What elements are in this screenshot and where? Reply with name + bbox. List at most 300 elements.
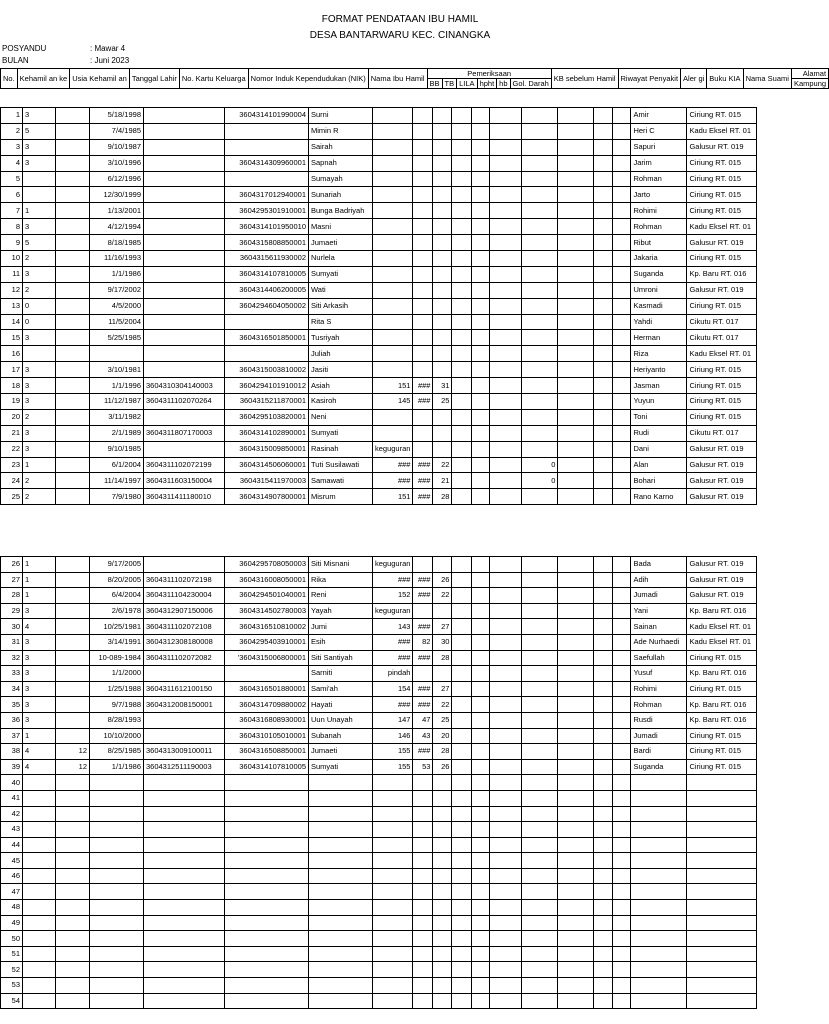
cell-no: 35 <box>1 697 23 713</box>
cell-kk <box>144 330 225 346</box>
cell-nama: Siti Misnani <box>309 557 373 573</box>
bulan-label: BULAN <box>2 56 29 65</box>
cell-bb <box>373 868 413 884</box>
cell-buku-kia <box>613 853 631 869</box>
cell-nik: 3604314107810005 <box>225 266 309 282</box>
cell-lila <box>433 266 452 282</box>
cell-nama-suami: Toni <box>631 409 687 425</box>
cell-kehamilan <box>23 790 56 806</box>
cell-usia <box>56 572 90 588</box>
cell-lila <box>433 993 452 1009</box>
cell-hpht <box>452 853 472 869</box>
cell-nama: Rita S <box>309 314 373 330</box>
table-header <box>0 68 829 89</box>
cell-nama: Siti Santiyah <box>309 650 373 666</box>
cell-tb <box>413 425 433 441</box>
cell-kk: 3604311102072108 <box>144 619 225 635</box>
cell-nik <box>225 790 309 806</box>
cell-nik <box>225 822 309 838</box>
cell-no: 48 <box>1 900 23 916</box>
cell-nik: 3604315411970003 <box>225 473 309 489</box>
cell-nama: Sumyati <box>309 759 373 775</box>
cell-lila <box>433 219 452 235</box>
cell-alergi <box>594 251 613 267</box>
cell-tanggal-lahir <box>90 346 144 362</box>
cell-kk <box>144 868 225 884</box>
cell-riwayat <box>558 962 594 978</box>
cell-kb <box>522 790 558 806</box>
cell-kampung <box>687 853 757 869</box>
cell-hb <box>472 330 490 346</box>
cell-nama: Sumayah <box>309 171 373 187</box>
cell-no: 12 <box>1 282 23 298</box>
cell-bb <box>373 251 413 267</box>
cell-hb <box>472 282 490 298</box>
cell-kampung <box>687 806 757 822</box>
cell-nik: '3604315006800001 <box>225 650 309 666</box>
cell-nama: Tuti Susilawati <box>309 457 373 473</box>
cell-alergi <box>594 853 613 869</box>
cell-nama <box>309 931 373 947</box>
cell-tanggal-lahir: 11/16/1993 <box>90 251 144 267</box>
cell-tanggal-lahir: 7/9/1980 <box>90 489 144 505</box>
cell-nama-suami <box>631 915 687 931</box>
cell-lila <box>433 441 452 457</box>
cell-bb <box>373 946 413 962</box>
cell-lila <box>433 853 452 869</box>
cell-tb: 43 <box>413 728 433 744</box>
cell-bb <box>373 978 413 994</box>
cell-kampung <box>687 946 757 962</box>
cell-hb <box>472 588 490 604</box>
cell-bb: ### <box>373 634 413 650</box>
cell-nik <box>225 931 309 947</box>
cell-kb <box>522 588 558 604</box>
cell-lila <box>433 282 452 298</box>
cell-tb: ### <box>413 457 433 473</box>
cell-kehamilan <box>23 171 56 187</box>
cell-kk <box>144 837 225 853</box>
table-row <box>1 900 757 916</box>
cell-alergi <box>594 108 613 124</box>
cell-no: 51 <box>1 946 23 962</box>
cell-nama-suami <box>631 962 687 978</box>
cell-hpht <box>452 235 472 251</box>
cell-usia <box>56 634 90 650</box>
cell-tb: ### <box>413 650 433 666</box>
cell-nik <box>225 666 309 682</box>
cell-alergi <box>594 139 613 155</box>
table-row <box>1 697 757 713</box>
cell-tanggal-lahir: 4/5/2000 <box>90 298 144 314</box>
cell-gol-darah <box>490 681 522 697</box>
cell-bb: 152 <box>373 588 413 604</box>
cell-kehamilan: 1 <box>23 572 56 588</box>
cell-usia <box>56 171 90 187</box>
cell-no: 13 <box>1 298 23 314</box>
cell-tanggal-lahir: 6/4/2004 <box>90 588 144 604</box>
cell-hb <box>472 457 490 473</box>
cell-kb <box>522 744 558 760</box>
cell-bb: ### <box>373 697 413 713</box>
cell-nama-suami <box>631 900 687 916</box>
cell-nama-suami: Rohimi <box>631 203 687 219</box>
cell-kb <box>522 362 558 378</box>
cell-kb <box>522 314 558 330</box>
cell-tanggal-lahir: 9/17/2002 <box>90 282 144 298</box>
cell-hpht <box>452 266 472 282</box>
cell-hpht <box>452 744 472 760</box>
cell-hb <box>472 790 490 806</box>
cell-hpht <box>452 139 472 155</box>
cell-kampung: Galusur RT. 019 <box>687 489 757 505</box>
cell-hpht <box>452 394 472 410</box>
cell-lila <box>433 837 452 853</box>
cell-kk <box>144 822 225 838</box>
cell-nama: Surni <box>309 108 373 124</box>
cell-buku-kia <box>613 837 631 853</box>
cell-bb <box>373 346 413 362</box>
header-alergi: Aler gi <box>681 69 707 89</box>
cell-nama <box>309 884 373 900</box>
cell-usia <box>56 837 90 853</box>
cell-hb <box>472 572 490 588</box>
cell-kehamilan: 3 <box>23 681 56 697</box>
cell-buku-kia <box>613 203 631 219</box>
cell-hpht <box>452 931 472 947</box>
cell-alergi <box>594 282 613 298</box>
cell-hpht <box>452 884 472 900</box>
cell-lila <box>433 603 452 619</box>
cell-buku-kia <box>613 868 631 884</box>
cell-riwayat <box>558 697 594 713</box>
cell-kampung: Kadu Eksel RT. 01 <box>687 619 757 635</box>
cell-tb <box>413 330 433 346</box>
cell-bb: keguguran <box>373 557 413 573</box>
cell-no: 27 <box>1 572 23 588</box>
cell-no: 4 <box>1 155 23 171</box>
cell-usia <box>56 266 90 282</box>
cell-buku-kia <box>613 822 631 838</box>
header-riwayat: Riwayat Penyakit <box>618 69 681 89</box>
cell-tb <box>413 409 433 425</box>
cell-kampung: Galusur RT. 019 <box>687 282 757 298</box>
cell-tb <box>413 266 433 282</box>
cell-buku-kia <box>613 915 631 931</box>
cell-nama-suami: Jumadi <box>631 588 687 604</box>
cell-hpht <box>452 473 472 489</box>
cell-hb <box>472 187 490 203</box>
cell-nama-suami: Suganda <box>631 266 687 282</box>
cell-nama-suami: Amir <box>631 108 687 124</box>
cell-bb: 145 <box>373 394 413 410</box>
cell-nama <box>309 900 373 916</box>
cell-bb <box>373 409 413 425</box>
cell-alergi <box>594 362 613 378</box>
cell-kampung: Cikutu RT. 017 <box>687 314 757 330</box>
cell-kehamilan: 3 <box>23 266 56 282</box>
cell-nik: 3604314506060001 <box>225 457 309 473</box>
cell-alergi <box>594 457 613 473</box>
cell-hb <box>472 155 490 171</box>
cell-riwayat <box>558 314 594 330</box>
cell-usia <box>56 203 90 219</box>
cell-buku-kia <box>613 666 631 682</box>
cell-kb <box>522 931 558 947</box>
cell-hb <box>472 868 490 884</box>
table-row <box>1 619 757 635</box>
cell-nik: 3604315611930002 <box>225 251 309 267</box>
cell-nama-suami: Rano Karno <box>631 489 687 505</box>
cell-nik: 3604314907800001 <box>225 489 309 505</box>
cell-kehamilan: 1 <box>23 203 56 219</box>
cell-nama: Sairah <box>309 139 373 155</box>
cell-no: 5 <box>1 171 23 187</box>
cell-kb <box>522 155 558 171</box>
cell-gol-darah <box>490 634 522 650</box>
cell-alergi <box>594 187 613 203</box>
cell-lila: 31 <box>433 378 452 394</box>
cell-hb <box>472 962 490 978</box>
table-row <box>1 837 757 853</box>
cell-gol-darah <box>490 123 522 139</box>
cell-hb <box>472 171 490 187</box>
cell-tanggal-lahir: 10/25/1981 <box>90 619 144 635</box>
cell-usia <box>56 588 90 604</box>
cell-kehamilan: 2 <box>23 251 56 267</box>
cell-tb: ### <box>413 619 433 635</box>
cell-lila <box>433 931 452 947</box>
cell-hpht <box>452 915 472 931</box>
cell-nik <box>225 868 309 884</box>
cell-lila <box>433 978 452 994</box>
cell-kehamilan <box>23 962 56 978</box>
cell-usia <box>56 697 90 713</box>
cell-alergi <box>594 330 613 346</box>
cell-kampung: Kadu Eksel RT. 01 <box>687 634 757 650</box>
cell-usia <box>56 155 90 171</box>
cell-tb <box>413 806 433 822</box>
bulan-row <box>2 56 129 65</box>
cell-bb <box>373 108 413 124</box>
cell-hb <box>472 993 490 1009</box>
header-kb: KB sebelum Hamil <box>551 69 618 89</box>
cell-kehamilan: 1 <box>23 728 56 744</box>
table-row <box>1 681 757 697</box>
cell-kk: 3604311102072082 <box>144 650 225 666</box>
cell-no: 10 <box>1 251 23 267</box>
cell-gol-darah <box>490 330 522 346</box>
cell-kb <box>522 666 558 682</box>
cell-riwayat <box>558 822 594 838</box>
cell-riwayat <box>558 187 594 203</box>
table-row <box>1 378 757 394</box>
cell-riwayat <box>558 298 594 314</box>
cell-lila <box>433 409 452 425</box>
cell-kb <box>522 187 558 203</box>
cell-kehamilan: 3 <box>23 155 56 171</box>
cell-gol-darah <box>490 697 522 713</box>
cell-bb: 146 <box>373 728 413 744</box>
cell-riwayat <box>558 171 594 187</box>
data-table-part-1 <box>0 107 757 505</box>
cell-hb <box>472 473 490 489</box>
cell-buku-kia <box>613 900 631 916</box>
cell-lila <box>433 790 452 806</box>
cell-lila: 26 <box>433 759 452 775</box>
cell-nik: 3604294501040001 <box>225 588 309 604</box>
cell-kk: 3604312008150001 <box>144 697 225 713</box>
cell-kb <box>522 837 558 853</box>
cell-buku-kia <box>613 425 631 441</box>
cell-nama: Samawati <box>309 473 373 489</box>
cell-kb <box>522 946 558 962</box>
cell-kampung: Ciriung RT. 015 <box>687 108 757 124</box>
cell-kehamilan <box>23 946 56 962</box>
cell-gol-darah <box>490 557 522 573</box>
table-row <box>1 394 757 410</box>
cell-kk <box>144 853 225 869</box>
cell-nik: 3604294604050002 <box>225 298 309 314</box>
cell-nik: 3604315003810002 <box>225 362 309 378</box>
cell-gol-darah <box>490 822 522 838</box>
cell-buku-kia <box>613 619 631 635</box>
cell-kb <box>522 346 558 362</box>
cell-bb: 155 <box>373 759 413 775</box>
cell-bb <box>373 330 413 346</box>
cell-lila: 30 <box>433 634 452 650</box>
cell-buku-kia <box>613 978 631 994</box>
cell-nama: Jumi <box>309 619 373 635</box>
cell-riwayat <box>558 900 594 916</box>
cell-kampung: Ciriung RT. 015 <box>687 759 757 775</box>
cell-tanggal-lahir: 8/25/1985 <box>90 744 144 760</box>
cell-nama: Wati <box>309 282 373 298</box>
cell-gol-darah <box>490 775 522 791</box>
cell-nama: Esih <box>309 634 373 650</box>
cell-nama-suami: Rohman <box>631 697 687 713</box>
cell-hb <box>472 853 490 869</box>
cell-gol-darah <box>490 425 522 441</box>
cell-buku-kia <box>613 634 631 650</box>
cell-kampung: Kp. Baru RT. 016 <box>687 266 757 282</box>
cell-hb <box>472 822 490 838</box>
cell-kampung <box>687 931 757 947</box>
cell-tanggal-lahir: 9/10/1985 <box>90 441 144 457</box>
table-row <box>1 235 757 251</box>
cell-hpht <box>452 298 472 314</box>
cell-nama <box>309 962 373 978</box>
header-tb: TB <box>442 79 457 89</box>
table-row <box>1 330 757 346</box>
cell-hpht <box>452 837 472 853</box>
cell-tanggal-lahir: 11/5/2004 <box>90 314 144 330</box>
data-table-part-2 <box>0 556 757 1009</box>
cell-hpht <box>452 251 472 267</box>
cell-alergi <box>594 557 613 573</box>
cell-bb <box>373 915 413 931</box>
cell-usia <box>56 139 90 155</box>
cell-hb <box>472 123 490 139</box>
cell-hpht <box>452 409 472 425</box>
cell-usia <box>56 298 90 314</box>
cell-no: 37 <box>1 728 23 744</box>
cell-lila <box>433 235 452 251</box>
cell-bb <box>373 837 413 853</box>
cell-gol-darah <box>490 108 522 124</box>
cell-tb <box>413 837 433 853</box>
cell-alergi <box>594 473 613 489</box>
cell-hpht <box>452 123 472 139</box>
cell-hb <box>472 619 490 635</box>
cell-gol-darah <box>490 235 522 251</box>
cell-lila <box>433 108 452 124</box>
cell-nama-suami: Alan <box>631 457 687 473</box>
cell-tanggal-lahir <box>90 962 144 978</box>
cell-hpht <box>452 603 472 619</box>
cell-kb <box>522 962 558 978</box>
cell-bb: ### <box>373 650 413 666</box>
cell-kb <box>522 425 558 441</box>
cell-hpht <box>452 712 472 728</box>
cell-alergi <box>594 790 613 806</box>
cell-kehamilan: 3 <box>23 650 56 666</box>
cell-kampung: Ciriung RT. 015 <box>687 362 757 378</box>
cell-nama-suami: Yuyun <box>631 394 687 410</box>
cell-kehamilan: 2 <box>23 409 56 425</box>
cell-bb <box>373 362 413 378</box>
cell-kb <box>522 394 558 410</box>
cell-tanggal-lahir: 3/11/1982 <box>90 409 144 425</box>
cell-usia <box>56 978 90 994</box>
cell-alergi <box>594 123 613 139</box>
cell-riwayat <box>558 441 594 457</box>
cell-kehamilan: 1 <box>23 557 56 573</box>
cell-nik: 3604295301910001 <box>225 203 309 219</box>
cell-tb <box>413 915 433 931</box>
cell-nama-suami <box>631 993 687 1009</box>
table-row <box>1 457 757 473</box>
table-row <box>1 171 757 187</box>
cell-lila: 28 <box>433 489 452 505</box>
cell-hpht <box>452 650 472 666</box>
cell-bb <box>373 806 413 822</box>
cell-kampung: Galusur RT. 019 <box>687 588 757 604</box>
cell-buku-kia <box>613 744 631 760</box>
cell-kb <box>522 171 558 187</box>
cell-buku-kia <box>613 282 631 298</box>
cell-gol-darah <box>490 759 522 775</box>
posyandu-label: POSYANDU <box>2 44 47 53</box>
cell-buku-kia <box>613 650 631 666</box>
cell-tanggal-lahir <box>90 884 144 900</box>
cell-gol-darah <box>490 572 522 588</box>
cell-nama <box>309 993 373 1009</box>
cell-gol-darah <box>490 603 522 619</box>
cell-gol-darah <box>490 588 522 604</box>
cell-tanggal-lahir <box>90 775 144 791</box>
cell-alergi <box>594 806 613 822</box>
cell-kk <box>144 235 225 251</box>
cell-kehamilan: 3 <box>23 394 56 410</box>
cell-buku-kia <box>613 362 631 378</box>
cell-usia <box>56 962 90 978</box>
cell-nik <box>225 314 309 330</box>
cell-kampung: Ciriung RT. 015 <box>687 155 757 171</box>
cell-tb <box>413 946 433 962</box>
cell-nik <box>225 837 309 853</box>
cell-kampung <box>687 868 757 884</box>
